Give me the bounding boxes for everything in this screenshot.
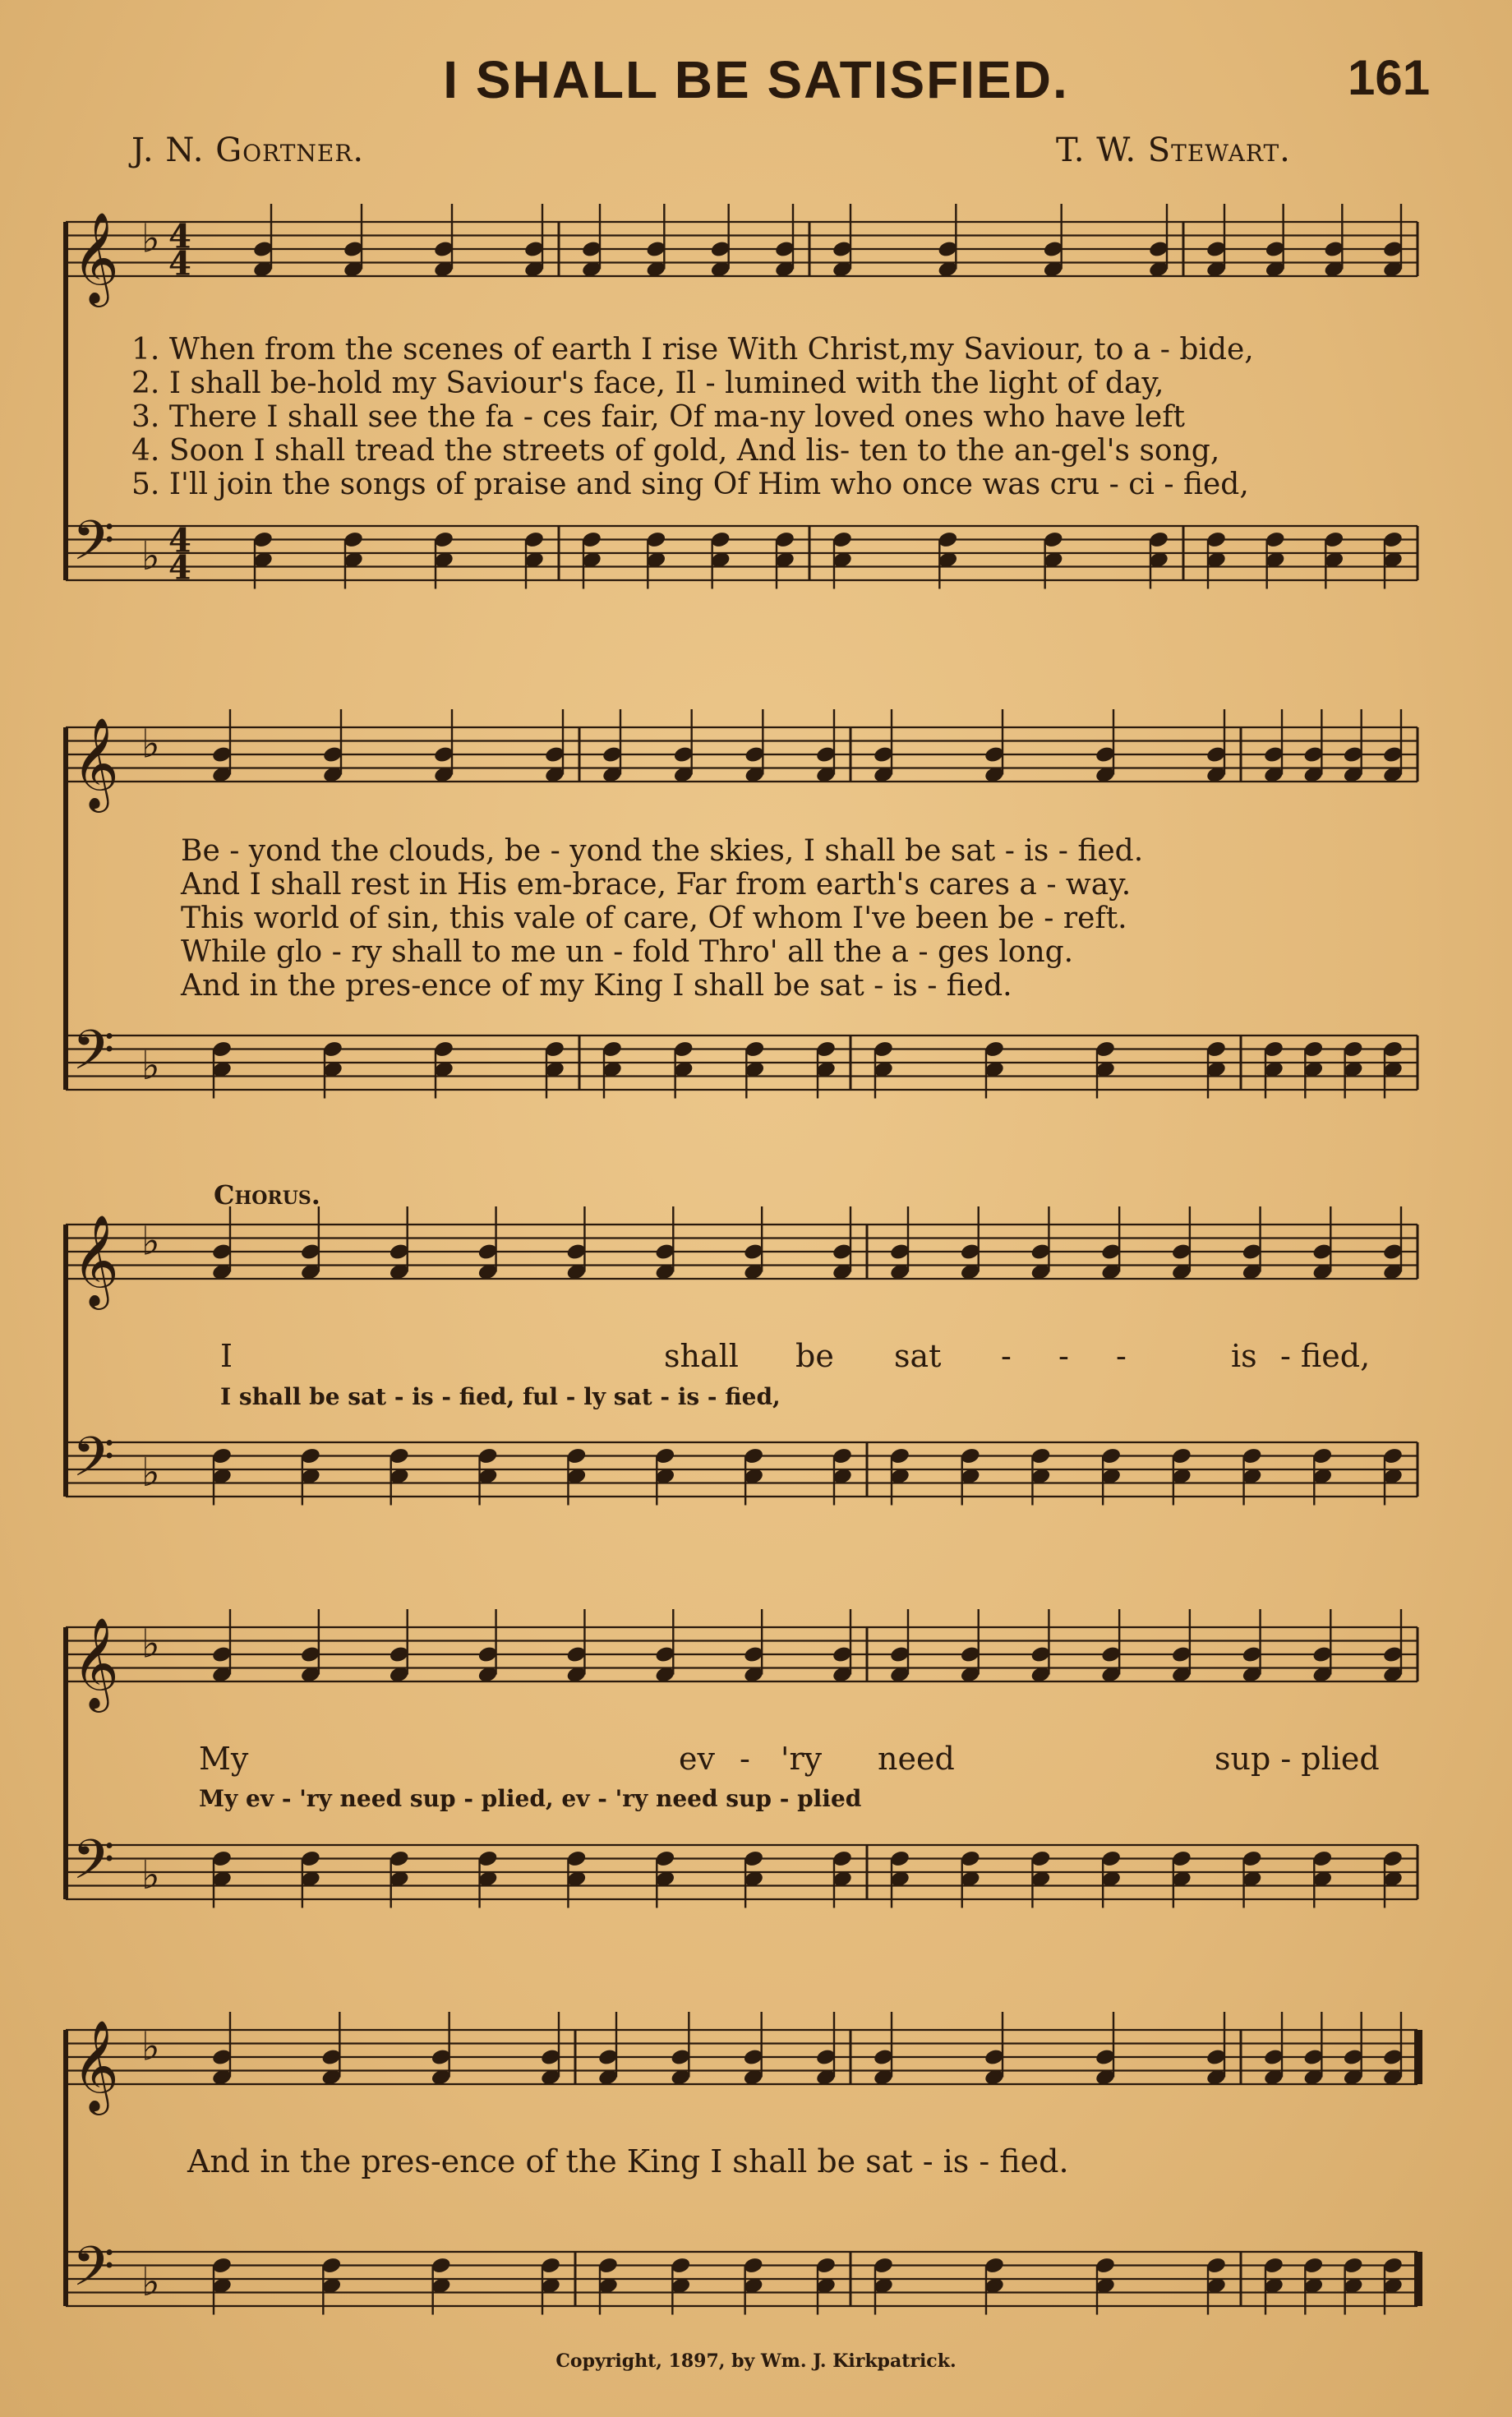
verse-line-2: 2. I shall be-hold my Saviour's face, Il - lumined with the light of day, — [131, 367, 1164, 400]
chorus-word: - — [1001, 1338, 1012, 1374]
final-bar-line — [1414, 2252, 1422, 2306]
chorus-word: My — [199, 1741, 249, 1777]
chorus-bass-line-1: I shall be sat - is - fied, ful - ly sat - is - fied, — [220, 1383, 781, 1410]
bass-clef-icon: 𝄢 — [72, 1018, 115, 1095]
verse-line-3: 3. There I shall see the fa - ces fair, Of ma-ny loved ones who have left — [131, 400, 1185, 434]
bass-clef-icon: 𝄢 — [72, 1828, 115, 1905]
chorus-word: be — [795, 1338, 834, 1374]
copyright-notice: Copyright, 1897, by Wm. J. Kirkpatrick. — [555, 2350, 957, 2372]
chorus-word: sat — [894, 1338, 942, 1374]
chorus-bass-line-2: My ev - 'ry need sup - plied, ev - 'ry need sup - plied — [199, 1785, 862, 1812]
chorus-word: - — [1116, 1338, 1127, 1374]
verse-line-4: 4. Soon I shall tread the streets of gold, And lis- ten to the an-gel's song, — [131, 434, 1220, 468]
chorus-word: ev — [679, 1741, 715, 1777]
verse-line-5: 5. I'll join the songs of praise and sing Of Him who once was cru - ci - fied, — [131, 468, 1249, 501]
treble-clef-icon: 𝄞 — [72, 1617, 119, 1709]
chorus-word: shall — [664, 1338, 739, 1374]
verse-cont-5: And in the pres-ence of my King I shall be sat - is - fied. — [181, 969, 1012, 1003]
flat-sign-icon: ♭ — [141, 1449, 160, 1496]
chorus-word: is — [1231, 1338, 1257, 1374]
chorus-word: - fied, — [1280, 1338, 1371, 1374]
chorus-word: sup - plied — [1215, 1741, 1380, 1777]
flat-sign-icon: ♭ — [141, 2258, 160, 2305]
page-number: 161 — [1348, 50, 1431, 105]
time-signature: 4 — [168, 217, 191, 256]
treble-clef-icon: 𝄞 — [72, 2019, 119, 2111]
verse-line-1: 1. When from the scenes of earth I rise With Christ,my Saviour, to a - bide, — [131, 333, 1254, 367]
verse-cont-2: And I shall rest in His em-brace, Far from earth's cares a - way. — [181, 868, 1132, 902]
chorus-word: - — [1058, 1338, 1069, 1374]
treble-clef-icon: 𝄞 — [72, 1214, 119, 1306]
bass-clef-icon: 𝄢 — [72, 1425, 115, 1502]
bass-clef-icon: 𝄢 — [72, 509, 115, 586]
verse-cont-3: This world of sin, this vale of care, Of whom I've been be - reft. — [181, 902, 1127, 935]
treble-clef-icon: 𝄞 — [72, 211, 119, 303]
chorus-word: - — [740, 1741, 750, 1777]
flat-sign-icon: ♭ — [141, 1621, 160, 1667]
time-signature: 4 — [168, 548, 191, 588]
bass-clef-icon: 𝄢 — [72, 2235, 115, 2312]
flat-sign-icon: ♭ — [141, 2023, 160, 2070]
composer-credit: T. W. Stewart. — [1056, 131, 1291, 169]
time-signature: 4 — [168, 244, 191, 284]
chorus-line-3: And in the pres-ence of the King I shall be sat - is - fied. — [187, 2143, 1069, 2179]
flat-sign-icon: ♭ — [141, 721, 160, 768]
final-bar-line — [1414, 2030, 1422, 2084]
flat-sign-icon: ♭ — [141, 533, 160, 579]
hymn-title: I SHALL BE SATISFIED. — [443, 50, 1069, 109]
chorus-word: need — [878, 1741, 955, 1777]
chorus-word: 'ry — [781, 1741, 823, 1777]
flat-sign-icon: ♭ — [141, 1852, 160, 1898]
chorus-label: Chorus. — [214, 1179, 320, 1211]
flat-sign-icon: ♭ — [141, 1218, 160, 1265]
lyricist-credit: J. N. Gortner. — [131, 131, 365, 169]
treble-clef-icon: 𝄞 — [72, 717, 119, 809]
verse-cont-4: While glo - ry shall to me un - fold Thro' all the a - ges long. — [181, 935, 1074, 969]
flat-sign-icon: ♭ — [141, 215, 160, 262]
flat-sign-icon: ♭ — [141, 1042, 160, 1089]
verse-cont-1: Be - yond the clouds, be - yond the skies, I shall be sat - is - fied. — [181, 834, 1144, 868]
chorus-word: I — [220, 1338, 233, 1374]
time-signature: 4 — [168, 521, 191, 560]
